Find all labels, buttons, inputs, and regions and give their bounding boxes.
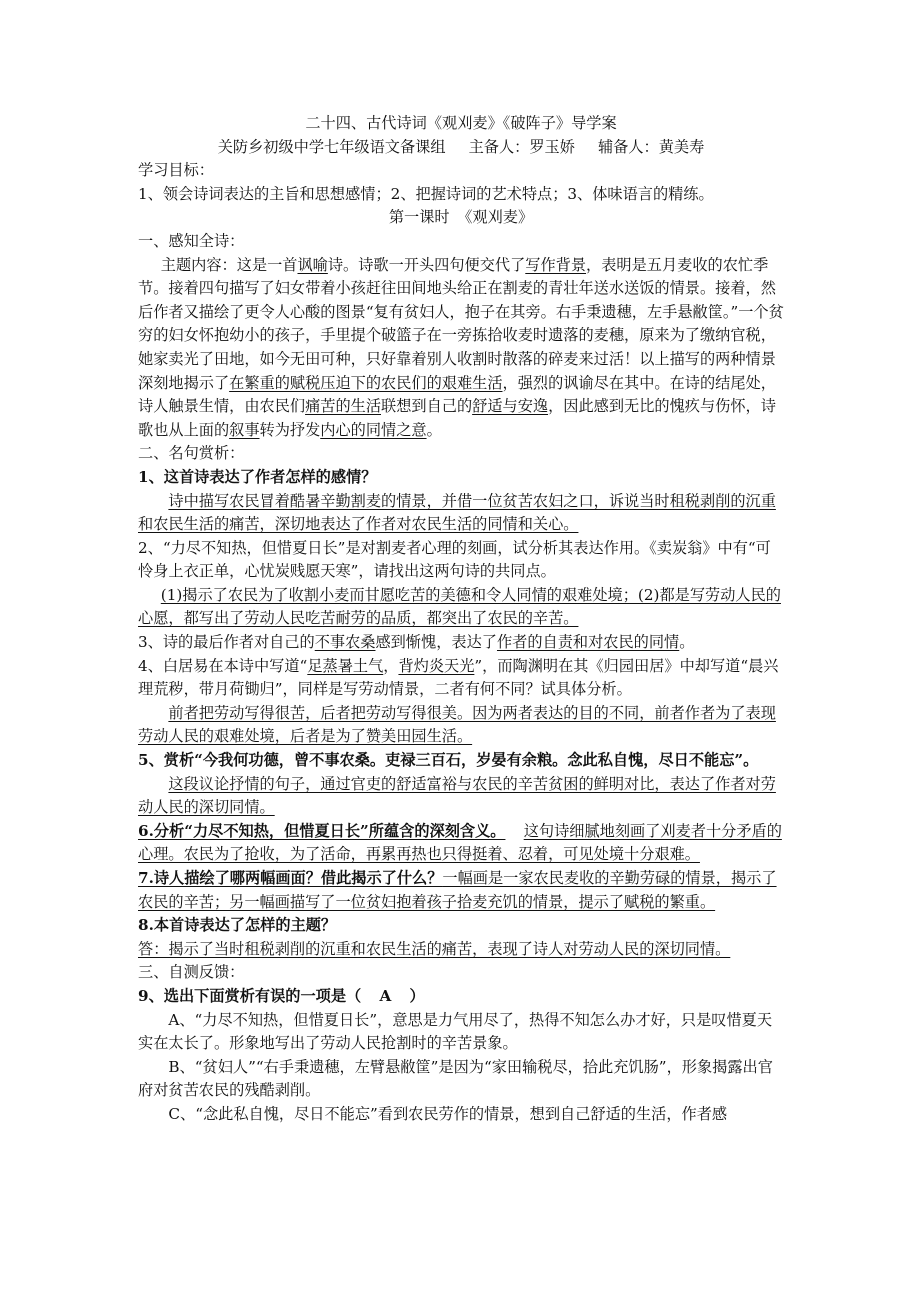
answer-5: 这段议论抒情的句子，通过官吏的舒适富裕与农民的辛苦贫困的鲜明对比，表达了作者对劳动人民的深切同情。 [138,774,776,817]
section-2-heading: 二、名句赏析： [138,444,245,463]
question-9: 9、选出下面赏析有误的一项是（ A ） [138,986,425,1005]
answer-4: 前者把劳动写得很苦，后者把劳动写得很美。因为两者表达的目的不同，前者作者为了表现劳动人民的艰难处境，后者是为了赞美田园生活。 [138,703,776,746]
doc-authors [138,136,784,160]
question-1: 1、这首诗表达了作者怎样的感情？ [138,467,377,486]
question-7: 7.诗人描绘了哪两幅画面？借此揭示了什么？一幅画是一家农民麦收的辛勤劳碌的情景，揭示了农民的辛苦；另一幅画描写了一位贫妇抱着孩子拾麦充饥的情景，提示了赋税的繁重。 [138,869,777,911]
answer-2: (1)揭示了农民为了收割小麦而甘愿吃苦的美德和令人同情的艰难处境；(2)都是写劳动人民的心愿，都写出了劳动人民吃苦耐劳的品质，都突出了农民的辛苦。 [138,585,781,628]
question-8: 8.本首诗表达了怎样的主题？ [138,916,337,935]
section-1-heading: 一、感知全诗： [138,231,245,250]
doc-title: 二十四、古代诗词《观刈麦》《破阵子》导学案 [305,114,617,132]
lesson-title: 第一课时 《观刈麦》 [388,208,534,227]
answer-8: 答：揭示了当时租税剥削的沉重和农民生活的痛苦，表现了诗人对劳动人民的深切同情。 [138,939,731,958]
question-6: 6.分析“力尽不知热，但惜夏日长”所蕴含的深刻含义。 这句诗细腻地刻画了刈麦者十分矛盾的心理。农民为了抢收，为了活命，再累再热也只得挺着、忍着，可见处境十分艰难。 [138,821,782,864]
author-assist: 辅备人：黄美寿 [597,137,705,156]
question-4: 4、白居易在本诗中写道“足蒸暑土气，背灼炎天光”，而陶渊明在其《归园田居》中却写道“晨兴理荒秽，带月荷锄归”，同样是写劳动情景，二者有何不同？试具体分析。 [138,656,779,699]
goals-text: 1、领会诗词表达的主旨和思想感情；2、把握诗词的艺术特点；3、体味语言的精练。 [138,184,714,203]
question-2: 2、“力尽不知热，但惜夏日长”是对割麦者心理的刻画，试分析其表达作用。《卖炭翁》中有“可怜身上衣正单，心忧炭贱愿天寒”，请找出这两句诗的共同点。 [138,538,771,581]
author-group: 关防乡初级中学七年级语文备课组 [217,137,446,156]
answer-1: 诗中描写农民冒着酷暑辛勤割麦的情景，并借一位贫苦农妇之口，诉说当时租税剥削的沉重和农民生活的痛苦，深切地表达了作者对农民生活的同情和关心。 [138,491,776,534]
option-c: C、“念此私自愧，尽日不能忘”看到农民劳作的情景，想到自己舒适的生活，作者感 [168,1104,728,1123]
section-3-heading: 三、自测反馈： [138,963,245,982]
question-5: 5、赏析“今我何功德，曾不事农桑。吏禄三百石，岁晏有余粮。念此私自愧，尽日不能忘”。 [138,751,759,770]
section-1-body: 主题内容：这是一首讽喻诗。诗歌一开头四句便交代了写作背景，表明是五月麦收的农忙季节。接着四句描写了妇女带着小孩赶往田间地头给正在割麦的青壮年送水送饭的情景。接着，然后作者又描绘了更令人心酸的图景“复有贫妇人，抱子在其旁。右手秉遗穗，左手悬敝筐。”一个贫穷的妇女怀抱幼小的孩子，手里提个破篮子在一旁拣拾收麦时遗落的麦穗，原来为了缴纳官税，她家卖光了田地，如今无田可种，只好靠着别人收割时散落的碎麦来过活！以上描写的两种情景深刻地揭示了在繁重的赋税压迫下的农民们的艰难生活，强烈的讽谕尽在其中。在诗的结尾处， 诗人触景生情，由农民们痛苦的生活联想到自己的舒适与安逸，因此感到无比的愧疚与伤怀，诗歌也从上面的叙事转为抒发内心的同情之意。 [138,255,784,439]
author-main: 主备人：罗玉娇 [468,137,575,156]
question-3: 3、诗的最后作者对自己的不事农桑感到惭愧，表达了作者的自责和对农民的同情。 [138,633,695,652]
document-page [138,112,784,1127]
option-a: A、“力尽不知热，但惜夏日长”，意思是力气用尽了，热得不知怎么办才好，只是叹惜夏天实在太长了。形象地写出了劳动人民抢割时的辛苦景象。 [138,1010,773,1053]
goals-label: 学习目标： [138,161,214,180]
option-b: B、“贫妇人”“右手秉遗穗，左臂悬敝筐”是因为“家田输税尽，拾此充饥肠”，形象揭露出官府对贫苦农民的残酷剥削。 [138,1057,773,1100]
